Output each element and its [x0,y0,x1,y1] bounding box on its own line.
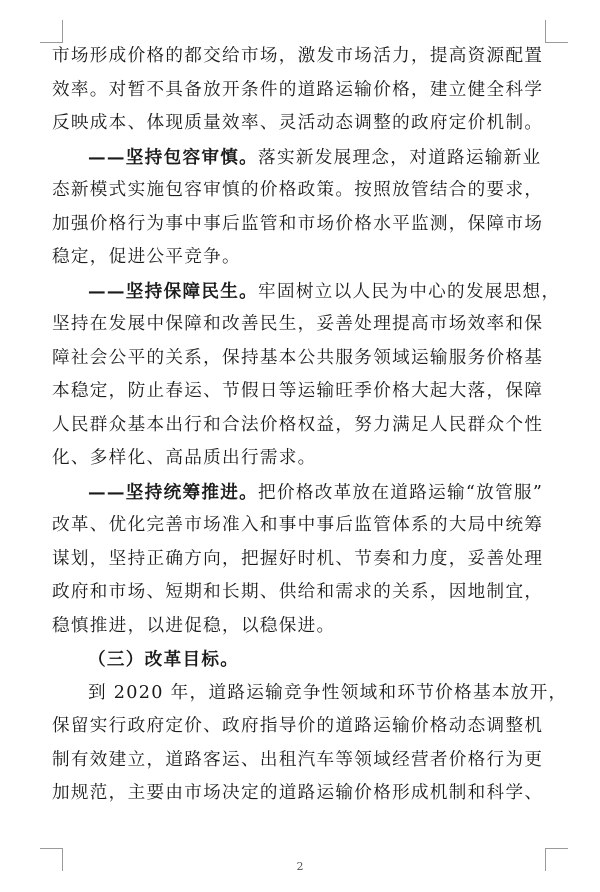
section-heading-text: （三）改革目标。 [88,649,240,670]
text-line: 效率。对暂不具备放开条件的道路运输价格，建立健全科学 [52,79,544,100]
text-line [52,476,552,510]
text-line: 加规范，主要由市场决定的道路运输价格形成机制和科学、 [52,783,544,803]
text-line: 态新模式实施包容审慎的价格政策。按照放管结合的要求， [52,180,544,200]
text-line: 坚持在发展中保障和改善民生，妥善处理提高市场效率和保 [52,314,544,334]
text-line [52,275,561,309]
text-line: 反映成本、体现质量效率、灵活动态调整的政府定价机制。 [52,113,544,133]
text-line: 制有效建立，道路客运、出租汽车等领域经营者价格行为更 [52,749,544,770]
text-line: 谋划，坚持正确方向，把握好时机、节奏和力度，妥善处理 [52,548,544,569]
document-body [52,40,568,811]
text-line: 市场形成价格的都交给市场，激发市场活力，提高资源配置 [52,46,544,66]
text-line: 政府和市场、短期和长期、供给和需求的关系，因地制宜， [52,582,544,602]
paragraph-text: 落实新发展理念，对道路运输新业 [258,147,542,168]
text-line: 到 2020 年，道路运输竞争性领域和环节价格基本放开， [88,682,568,703]
text-line: 改革、优化完善市场准入和事中事后监管体系的大局中统筹 [52,515,544,535]
paragraph-text: 把价格改革放在道路运输“放管服” [258,482,544,503]
paragraph-heading: ——坚持包容审慎。 [88,146,259,168]
text-line: 加强价格行为事中事后监管和市场价格水平监测，保障市场 [52,213,544,234]
text-line [52,141,552,175]
text-line: 稳慎推进，以进促稳，以稳保进。 [52,615,336,636]
text-line: 化、多样化、高品质出行需求。 [52,448,317,468]
text-line: 本稳定，防止春运、节假日等运输旺季价格大起大落，保障 [52,381,544,401]
section-heading [52,643,552,677]
page-number: 2 [296,860,304,873]
text-line: 人民群众基本出行和合法价格权益，努力满足人民群众个性 [52,414,544,435]
paragraph-heading: ——坚持统筹推进。 [88,481,259,503]
text-line: 稳定，促进公平竞争。 [52,247,241,267]
text-line: 保留实行政府定价、政府指导价的道路运输价格动态调整机 [52,716,544,736]
paragraph-text: 牢固树立以人民为中心的发展思想， [258,281,561,302]
paragraph-heading: ——坚持保障民生。 [88,280,259,302]
text-line: 障社会公平的关系，保持基本公共服务领域运输服务价格基 [52,347,544,368]
